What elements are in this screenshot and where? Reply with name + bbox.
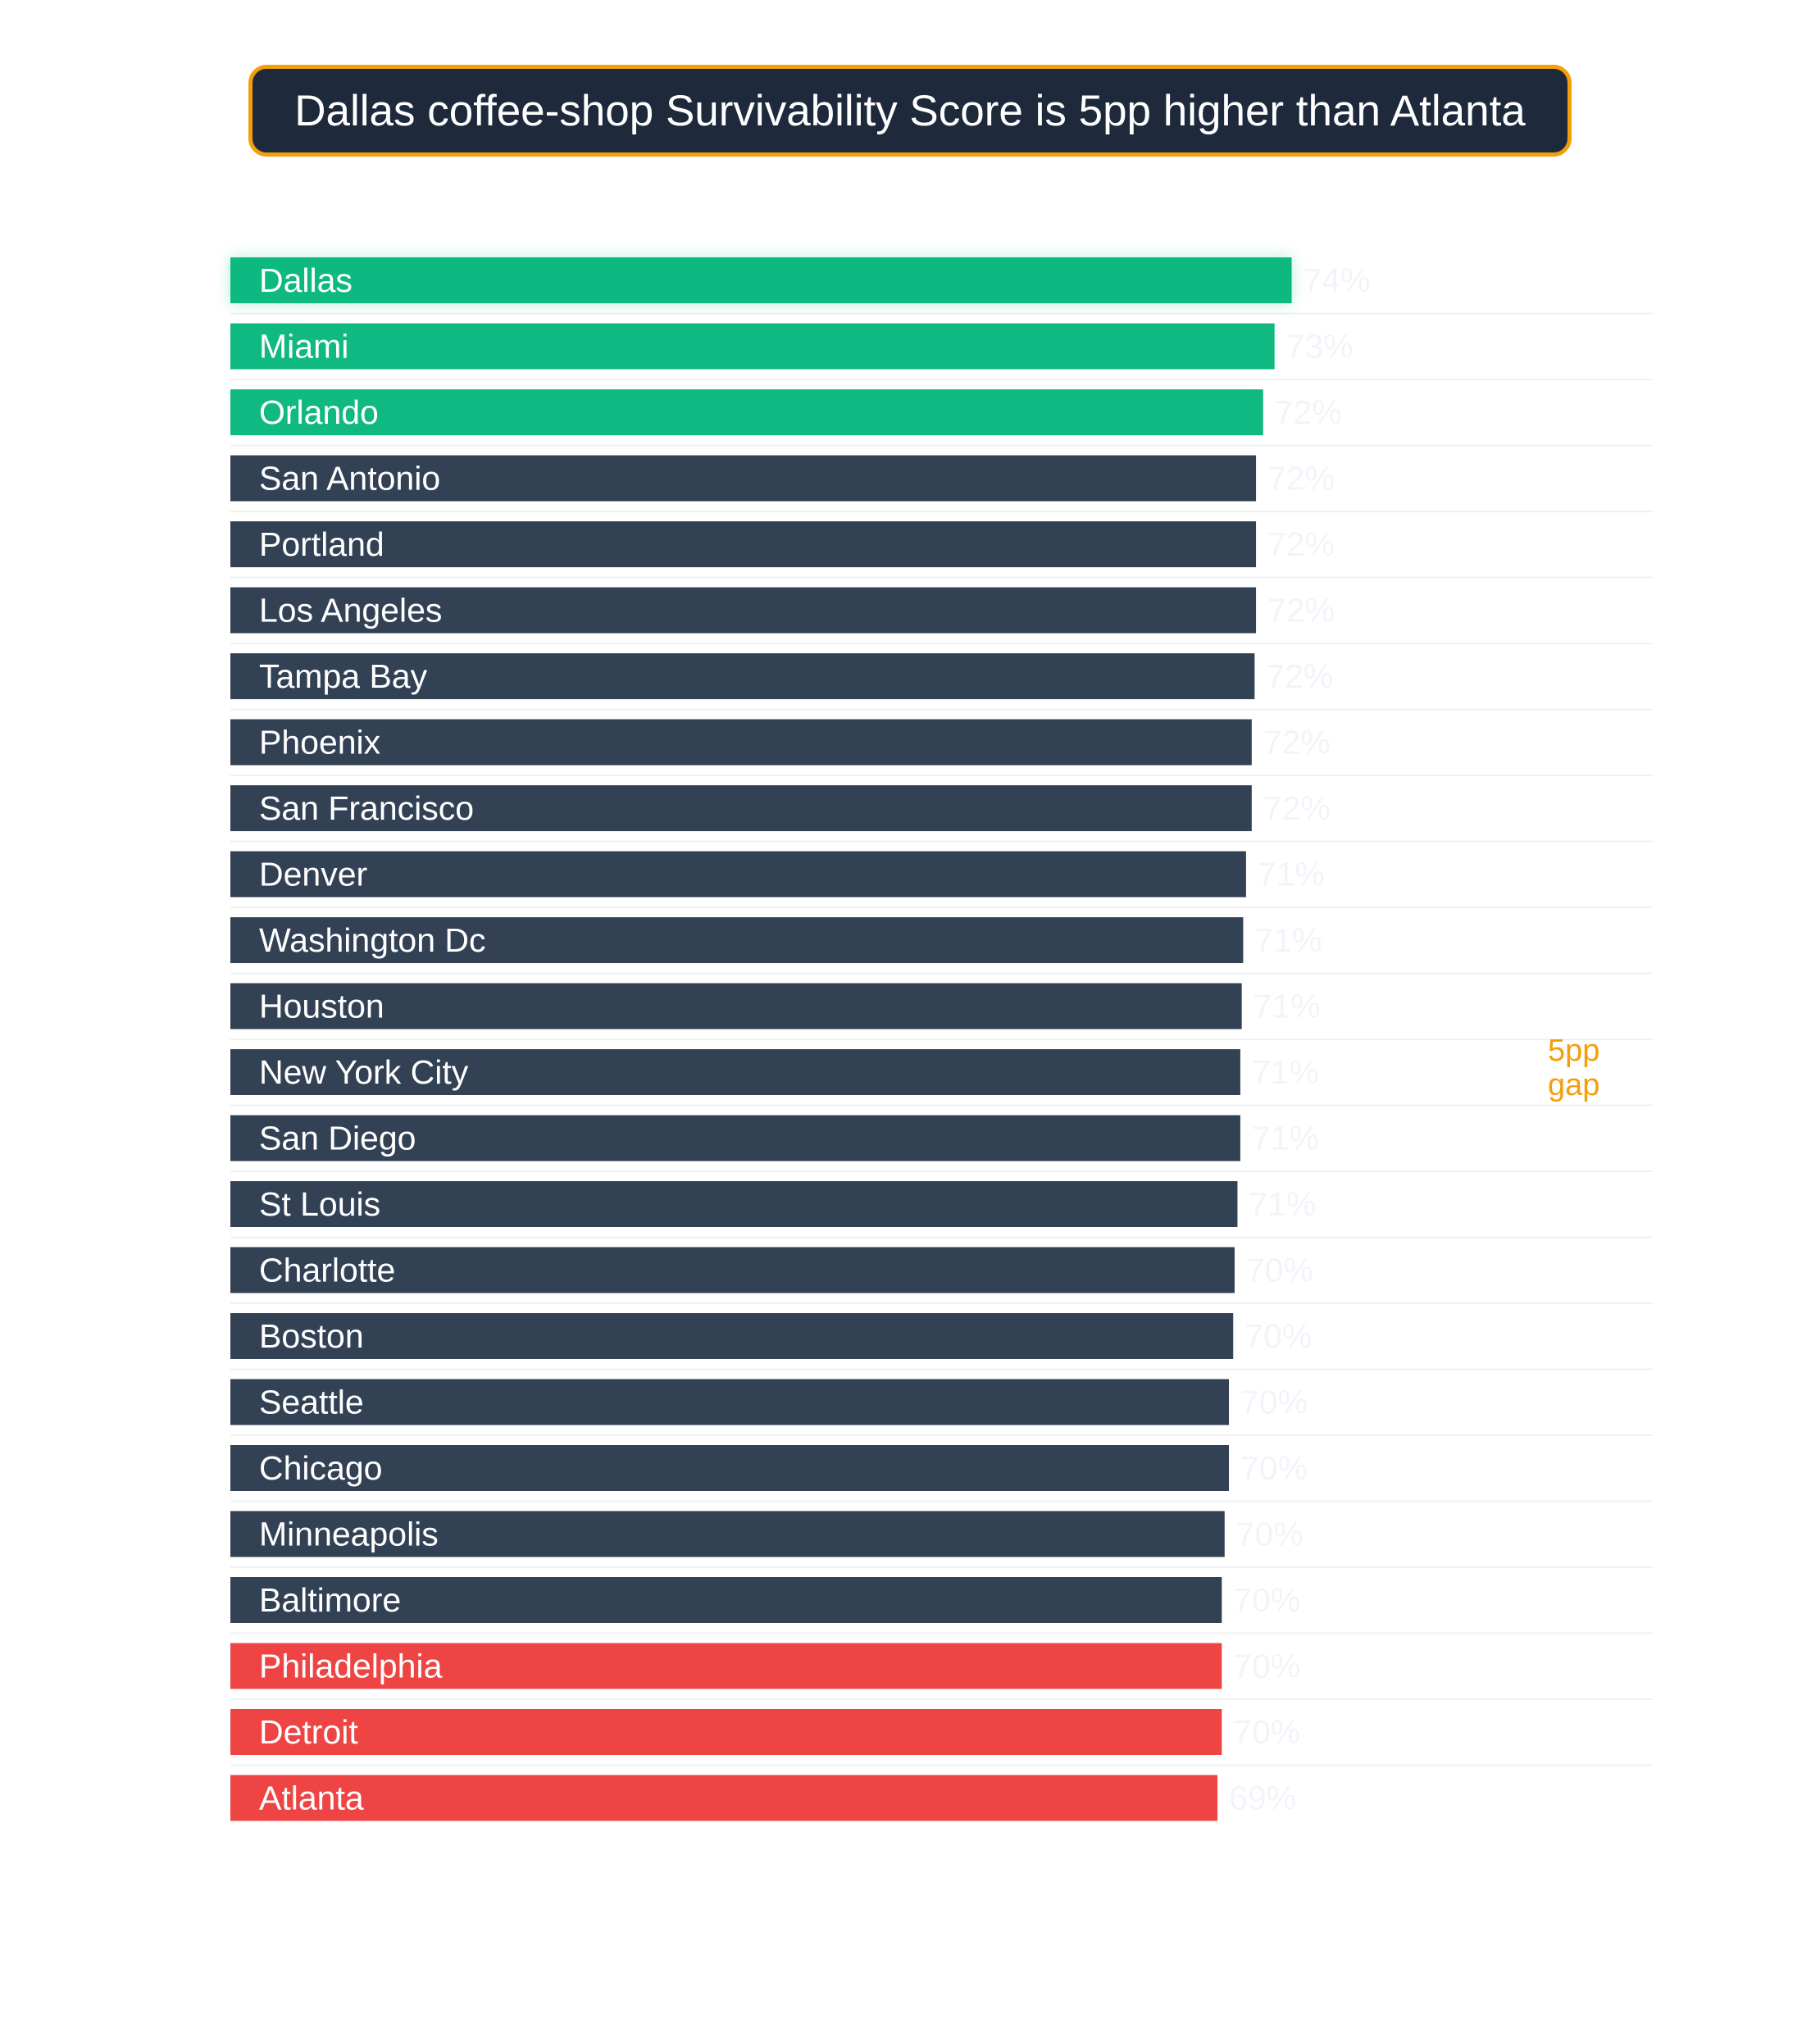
- bar-label: Houston: [259, 987, 384, 1025]
- value-label: 70%: [1233, 1713, 1301, 1751]
- bar: [230, 1181, 1237, 1227]
- bar-label: Philadelphia: [259, 1647, 443, 1685]
- bar: [230, 1313, 1233, 1359]
- bar-label: St Louis: [259, 1185, 381, 1223]
- gap-annotation: [1548, 1034, 1599, 1102]
- value-label: 70%: [1244, 1317, 1313, 1355]
- bar-label: San Antonio: [259, 459, 441, 498]
- value-label: 72%: [1263, 723, 1331, 761]
- bar: [230, 1775, 1217, 1821]
- bar: [230, 1380, 1229, 1425]
- bar-label: Orlando: [259, 393, 379, 431]
- bar-label: Miami: [259, 327, 349, 366]
- value-label: 71%: [1254, 921, 1322, 959]
- value-label: 72%: [1274, 393, 1342, 431]
- bar-label: New York City: [259, 1053, 469, 1091]
- bar-label: Baltimore: [259, 1581, 402, 1619]
- gap-annotation-line: 5pp: [1548, 1034, 1600, 1068]
- value-label: 70%: [1240, 1383, 1308, 1421]
- bar-label: Boston: [259, 1317, 364, 1355]
- chart-title: Dallas coffee-shop Survivability Score is 5pp higher than Atlanta: [248, 65, 1572, 157]
- bar: [230, 1709, 1222, 1755]
- value-label: 71%: [1257, 855, 1325, 893]
- bar: [230, 324, 1275, 370]
- bar-label: Denver: [259, 855, 368, 893]
- value-label: 70%: [1240, 1449, 1308, 1487]
- value-label: 70%: [1235, 1515, 1304, 1553]
- bar: [230, 257, 1292, 303]
- value-label: 71%: [1253, 987, 1321, 1025]
- bar: [230, 389, 1263, 435]
- bar-label: Los Angeles: [259, 591, 443, 630]
- value-label: 71%: [1251, 1119, 1319, 1157]
- bar-label: Atlanta: [259, 1779, 364, 1817]
- bar: [230, 720, 1252, 766]
- bar-label: Tampa Bay: [259, 657, 428, 695]
- bar-label: Dallas: [259, 261, 353, 299]
- bar-label: San Diego: [259, 1119, 416, 1157]
- value-label: 70%: [1233, 1581, 1301, 1619]
- value-label: 69%: [1229, 1779, 1297, 1817]
- bar-label: Phoenix: [259, 723, 381, 761]
- value-label: 72%: [1266, 657, 1334, 695]
- bar-label: Charlotte: [259, 1251, 396, 1289]
- value-label: 72%: [1267, 525, 1335, 563]
- value-label: 73%: [1285, 327, 1354, 366]
- value-label: 71%: [1249, 1185, 1317, 1223]
- bar-label: Seattle: [259, 1383, 364, 1421]
- bar-label: Detroit: [259, 1713, 358, 1751]
- value-label: 72%: [1267, 591, 1335, 630]
- value-label: 72%: [1267, 459, 1335, 498]
- gap-annotation-line: gap: [1548, 1068, 1600, 1102]
- bar-label: San Francisco: [259, 789, 475, 827]
- bar-label: Washington Dc: [259, 921, 486, 959]
- value-label: 74%: [1303, 261, 1371, 299]
- value-label: 70%: [1233, 1647, 1301, 1685]
- bar: [230, 852, 1246, 898]
- bar-label: Portland: [259, 525, 384, 563]
- value-label: 70%: [1245, 1251, 1314, 1289]
- bar-label: Minneapolis: [259, 1515, 439, 1553]
- value-label: 72%: [1263, 789, 1331, 827]
- bar-label: Chicago: [259, 1449, 383, 1487]
- value-label: 71%: [1251, 1053, 1319, 1091]
